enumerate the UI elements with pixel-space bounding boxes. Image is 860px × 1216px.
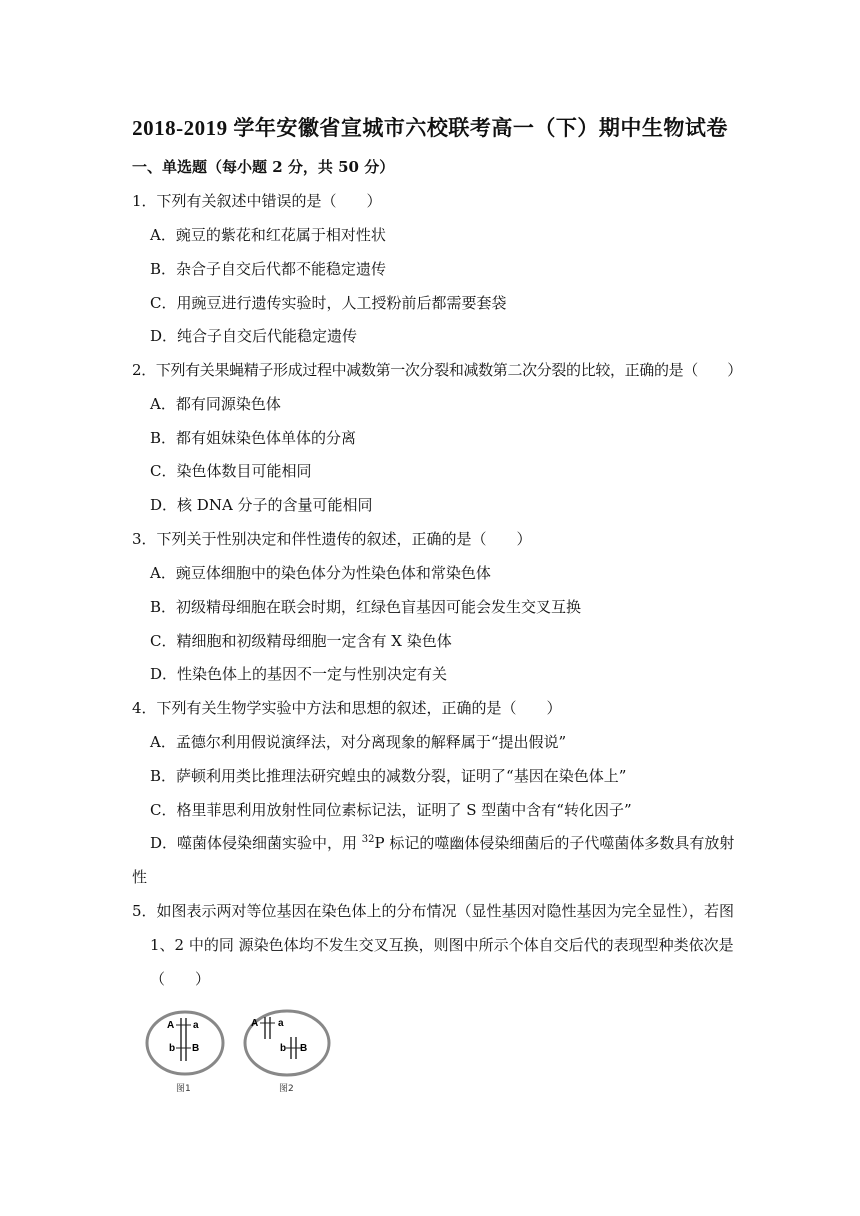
question-3-option-a: A．豌豆体细胞中的染色体分为性染色体和常染色体 — [150, 564, 491, 582]
question-4-option-b: B．萨顿利用类比推理法研究蝗虫的减数分裂，证明了“基因在染色体上” — [150, 767, 627, 785]
question-3-stem: 3．下列关于性别决定和伴性遗传的叙述，正确的是（ ） — [132, 530, 532, 548]
figure-1-cell — [147, 1012, 223, 1074]
question-4-option-d-continuation: 性 — [132, 868, 148, 886]
question-4-option-a: A．孟德尔利用假说演绎法，对分离现象的解释属于“提出假说” — [150, 733, 567, 751]
question-5-stem-line-1: 5．如图表示两对等位基因在染色体上的分布情况（显性基因对隐性基因为完全显性），若图 — [132, 902, 735, 920]
figure-1-gene-a: a — [193, 1020, 199, 1031]
question-2-option-d: D．核 DNA 分子的含量可能相同 — [150, 496, 373, 514]
figure-2-gene-A: A — [251, 1018, 259, 1029]
section-heading: 一、单选题（每小题 2 分，共 50 分） — [132, 158, 395, 176]
question-4-option-d — [150, 832, 734, 853]
page-title: 2018-2019 学年安徽省宣城市六校联考高一（下）期中生物试卷 — [132, 116, 728, 140]
chromosome-figures — [145, 1003, 345, 1103]
figure-1-gene-B: B — [192, 1043, 200, 1054]
question-4-option-d-post: P 标记的噬幽体侵染细菌后的子代噬菌体多数具有放射 — [374, 834, 735, 852]
question-1-option-c: C．用豌豆进行遗传实验时，人工授粉前后都需要套袋 — [150, 294, 507, 312]
isotope-superscript: 32 — [361, 834, 375, 845]
figure-2-label: 图2 — [279, 1084, 294, 1094]
question-4-option-c: C．格里菲思利用放射性同位素标记法，证明了 S 型菌中含有“转化因子” — [150, 801, 632, 819]
figure-1-gene-A: A — [167, 1020, 175, 1031]
question-2-option-b: B．都有姐妹染色体单体的分离 — [150, 429, 357, 447]
question-4-stem: 4．下列有关生物学实验中方法和思想的叙述，正确的是（ ） — [132, 699, 562, 717]
figure-2 — [245, 1011, 329, 1094]
question-1-option-d: D．纯合子自交后代能稳定遗传 — [150, 327, 358, 345]
figure-1-label: 图1 — [176, 1084, 191, 1094]
figure-1-gene-b: b — [169, 1043, 176, 1054]
question-2-option-c: C．染色体数目可能相同 — [150, 462, 312, 480]
question-2-stem: 2．下列有关果蝇精子形成过程中减数第一次分裂和减数第二次分裂的比较，正确的是（ ） — [132, 361, 742, 379]
question-5-stem-line-2: 1、2 中的同 源染色体均不发生交叉互换，则图中所示个体自交后代的表现型种类依次是 — [150, 936, 734, 954]
figure-2-gene-a: a — [278, 1018, 284, 1029]
question-2-option-a: A．都有同源染色体 — [150, 395, 281, 413]
question-1-option-a: A．豌豆的紫花和红花属于相对性状 — [150, 226, 386, 244]
question-3-option-b: B．初级精母细胞在联会时期，红绿色盲基因可能会发生交叉互换 — [150, 598, 582, 616]
question-4-option-d-pre: D．噬菌体侵染细菌实验中，用 — [150, 834, 362, 852]
question-3-option-c: C．精细胞和初级精母细胞一定含有 X 染色体 — [150, 632, 452, 650]
question-5-stem-line-3: （ ） — [150, 970, 211, 988]
question-3-option-d: D．性染色体上的基因不一定与性别决定有关 — [150, 665, 448, 683]
figure-1 — [147, 1012, 223, 1094]
question-1-stem: 1．下列有关叙述中错误的是（ ） — [132, 192, 382, 210]
figure-2-gene-B: B — [300, 1043, 308, 1054]
question-1-option-b: B．杂合子自交后代都不能稳定遗传 — [150, 260, 387, 278]
figure-2-gene-b: b — [280, 1043, 287, 1054]
